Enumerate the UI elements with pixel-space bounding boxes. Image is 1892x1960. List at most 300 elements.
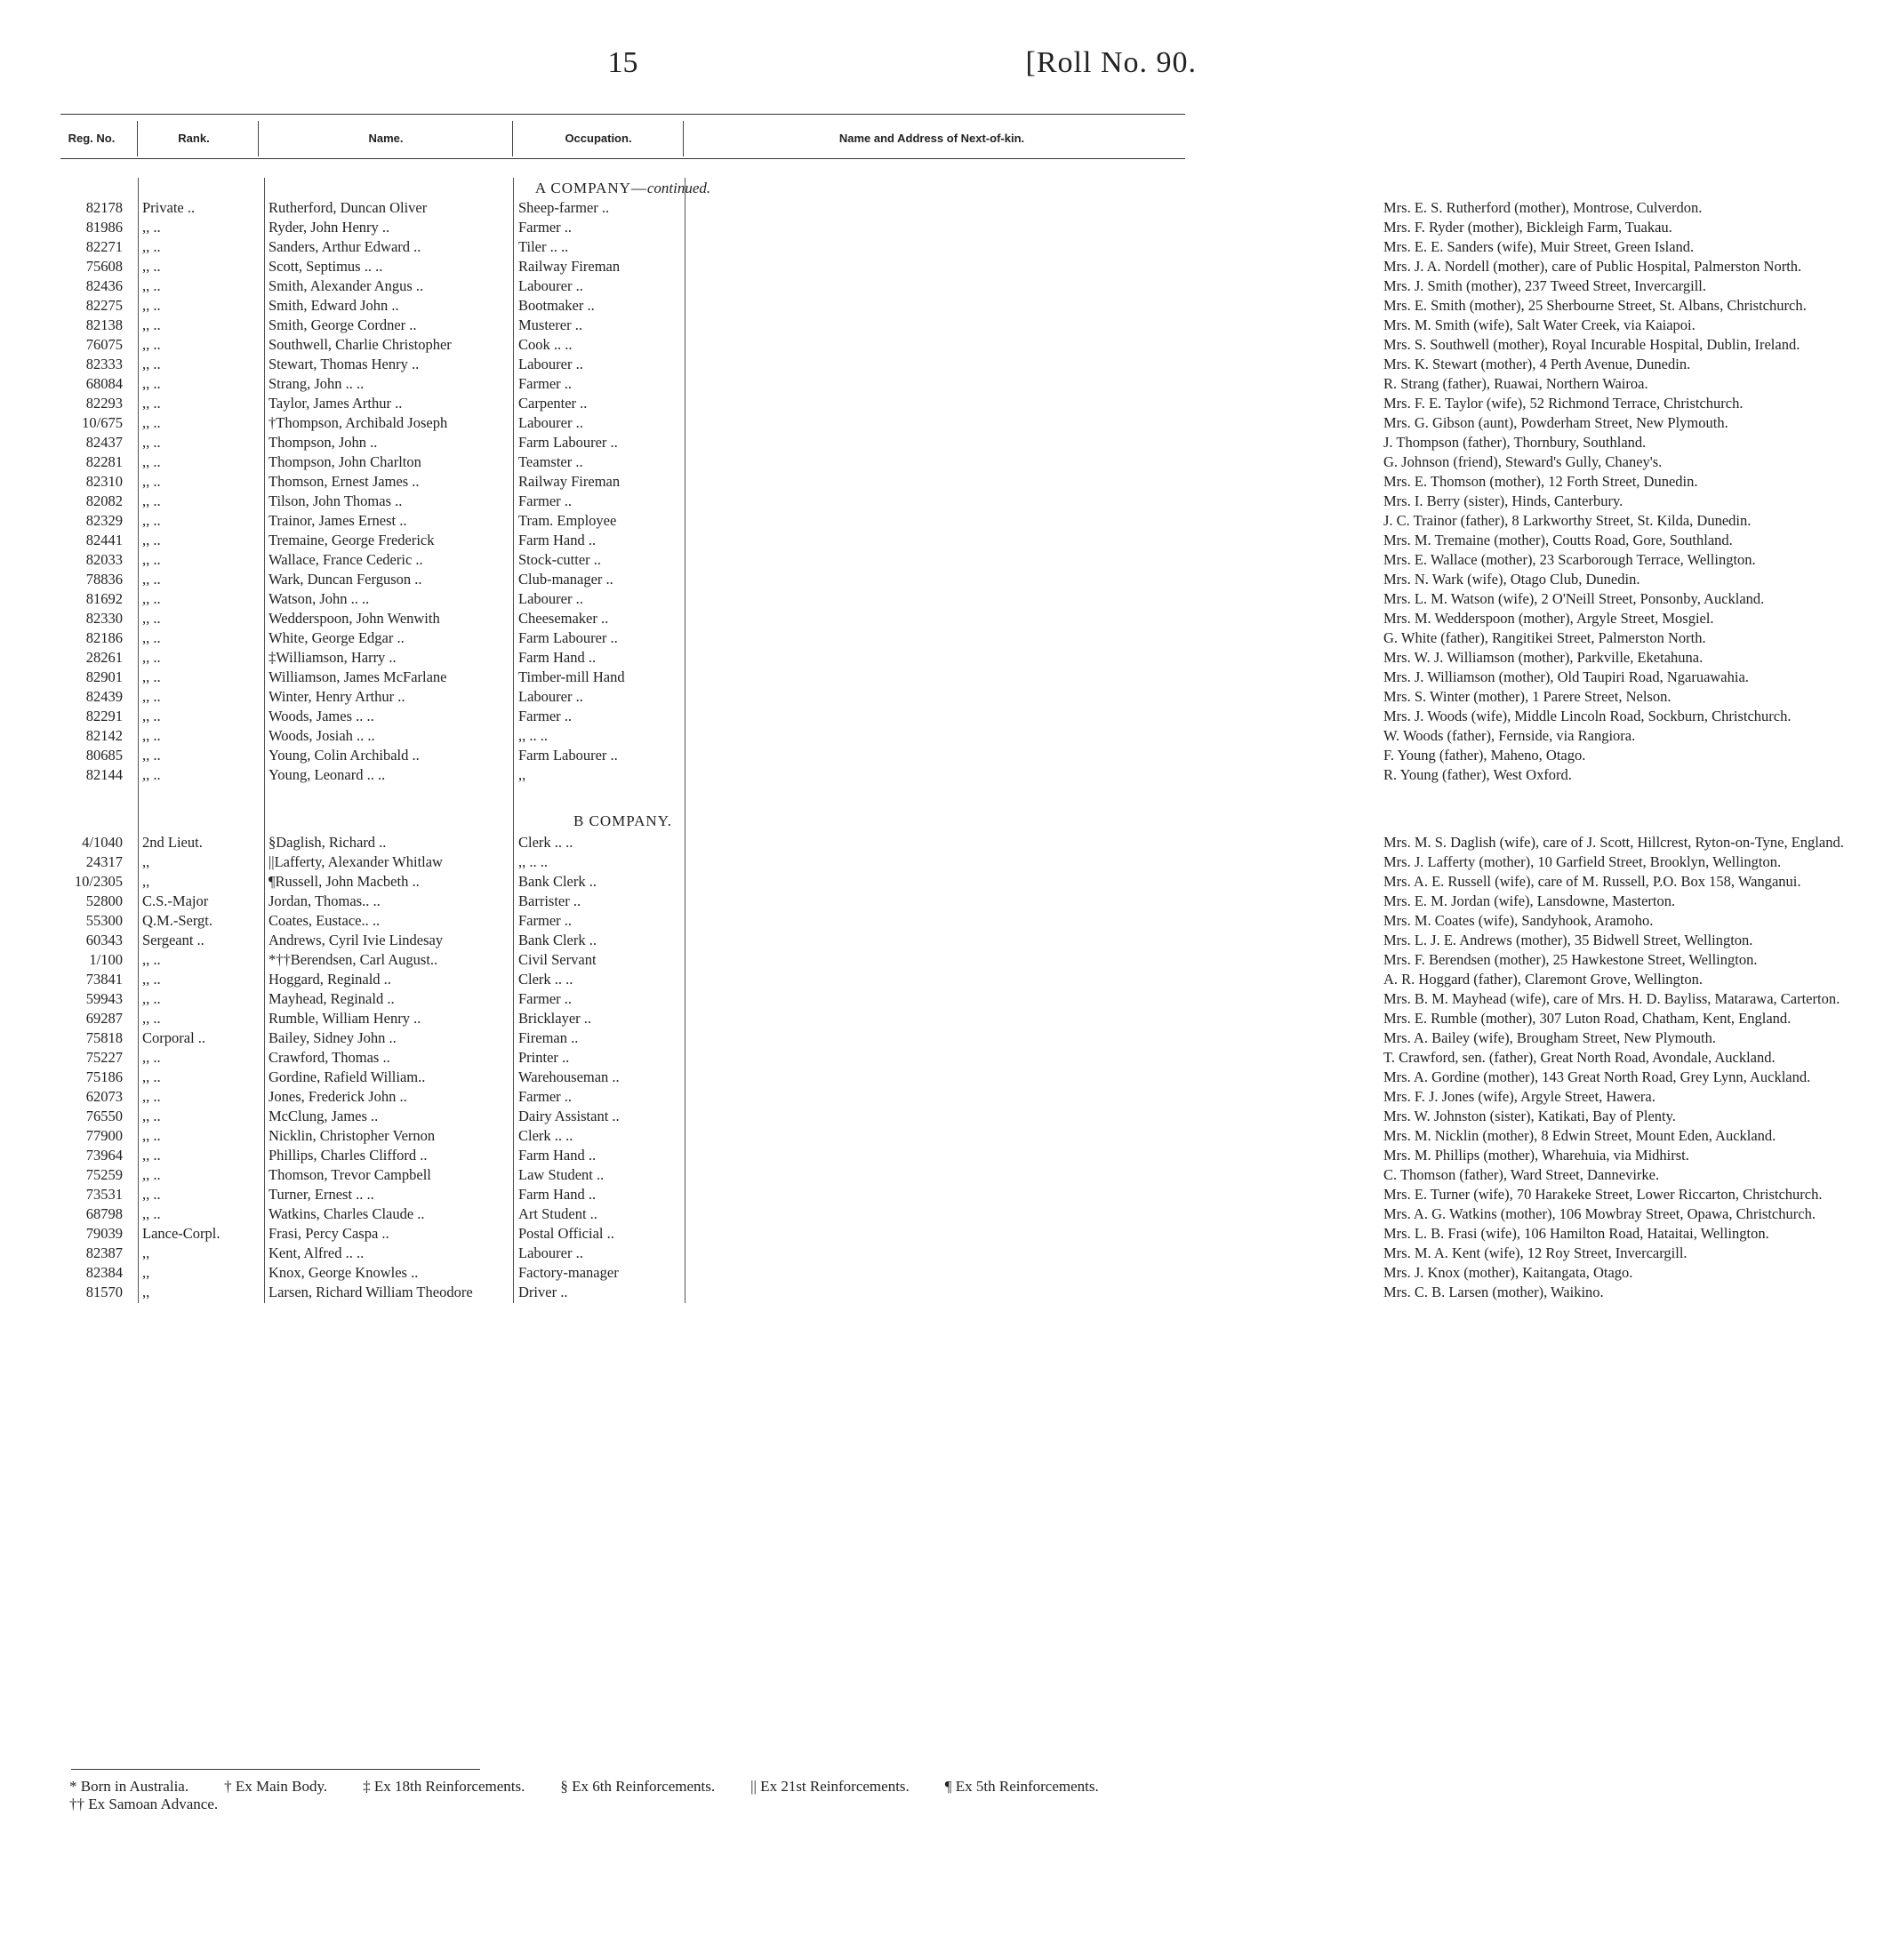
reg-no-cell: 82275 [85,297,123,314]
name-cell: Kent, Alfred .. .. [269,1244,365,1261]
kin-cell: J. C. Trainor (father), 8 Larkworthy Street, St. Kilda, Dunedin. [1383,512,1752,529]
table-row [0,1088,1656,1108]
occupation-cell: Driver .. [518,1284,568,1300]
reg-no-cell: 82329 [85,512,123,529]
rank-cell: ,, .. [142,551,161,568]
name-cell: Jordan, Thomas.. .. [269,892,381,909]
kin-cell: Mrs. J. Smith (mother), 237 Tweed Street, Invercargill. [1383,277,1706,294]
rank-cell: ,, .. [142,668,161,685]
reg-no-cell: 28261 [85,649,123,666]
reg-no-cell: 82291 [85,708,123,724]
kin-cell: A. R. Hoggard (father), Claremont Grove, Wellington. [1383,971,1703,988]
table-row [0,590,1765,610]
name-cell: Thomson, Trevor Campbell [269,1166,431,1183]
section-title-a-suffix: continued. [646,180,711,196]
kin-cell: Mrs. I. Berry (sister), Hinds, Canterbury. [1383,492,1623,509]
table-row [0,414,1728,434]
occupation-cell: Sheep-farmer .. [518,199,610,216]
table-row [0,892,1676,912]
table-row [0,1284,1604,1303]
rank-cell: Q.M.-Sergt. [142,912,212,929]
kin-cell: C. Thomson (father), Ward Street, Dannevirke. [1383,1166,1660,1183]
table-row [0,1029,1716,1049]
rank-cell: ,, .. [142,316,161,333]
table-row [0,1186,1823,1205]
section-title-b [0,812,1246,830]
occupation-cell: Farm Labourer .. [518,747,618,764]
reg-no-cell: 82293 [85,395,123,412]
rank-cell: ,, .. [142,951,161,968]
rank-cell: ,, .. [142,512,161,529]
rank-cell: ,, .. [142,395,161,412]
occupation-cell: Timber-mill Hand [518,668,625,685]
kin-cell: R. Young (father), West Oxford. [1383,766,1572,783]
table-row [0,1049,1776,1068]
occupation-cell: Labourer .. [518,277,583,294]
rank-cell: ,, .. [142,219,161,236]
occupation-cell: Stock-cutter .. [518,551,602,568]
table-row [0,610,1714,629]
footnote: ‡ Ex 18th Reinforcements. [363,1778,525,1795]
reg-no-cell: 82281 [85,453,123,470]
kin-cell: Mrs. J. Williamson (mother), Old Taupiri Road, Ngaruawahia. [1383,668,1749,685]
kin-cell: Mrs. F. Berendsen (mother), 25 Hawkestone Street, Wellington. [1383,951,1758,968]
rank-cell: C.S.-Major [142,892,209,909]
rank-cell: Private .. [142,199,196,216]
rank-cell: ,, .. [142,747,161,764]
occupation-cell: Cook .. .. [518,336,573,353]
table-row [0,473,1698,492]
rank-cell: ,, [142,1284,150,1300]
table-row [0,629,1706,649]
reg-no-cell: 60343 [85,932,123,948]
rank-cell: ,, .. [142,1147,161,1164]
reg-no-cell: 82387 [85,1244,123,1261]
reg-no-cell: 76075 [85,336,123,353]
kin-cell: Mrs. F. Ryder (mother), Bickleigh Farm, Tuakau. [1383,219,1672,236]
header-occupation: Occupation. [565,132,632,145]
reg-no-cell: 79039 [85,1225,123,1242]
rank-cell: ,, .. [142,610,161,627]
table-row [0,434,1647,453]
reg-no-cell: 55300 [85,912,123,929]
occupation-cell: Factory-manager [518,1264,619,1281]
reg-no-cell: 81570 [85,1284,123,1300]
rank-cell: Corporal .. [142,1029,206,1046]
reg-no-cell: 82330 [85,610,123,627]
reg-no-cell: 52800 [85,892,123,909]
name-cell: ||Lafferty, Alexander Whitlaw [269,853,443,870]
occupation-cell: Labourer .. [518,356,583,372]
table-row [0,747,1586,766]
occupation-cell: ,, .. .. [518,853,548,870]
kin-cell: Mrs. F. E. Taylor (wife), 52 Richmond Terrace, Christchurch. [1383,395,1744,412]
reg-no-cell: 75818 [85,1029,123,1046]
occupation-cell: Barrister .. [518,892,581,909]
occupation-cell: Farmer .. [518,375,573,392]
kin-cell: Mrs. M. S. Daglish (wife), care of J. Scott, Hillcrest, Ryton-on-Tyne, England. [1383,834,1844,851]
table-row [0,1264,1633,1284]
table-row [0,258,1802,277]
rank-cell: ,, .. [142,990,161,1007]
occupation-cell: ,, .. .. [518,727,548,744]
table-row [0,688,1672,708]
kin-cell: Mrs. M. Smith (wife), Salt Water Creek, via Kaiapoi. [1383,316,1696,333]
name-cell: Southwell, Charlie Christopher [269,336,452,353]
kin-cell: Mrs. S. Winter (mother), 1 Parere Street, Nelson. [1383,688,1672,705]
rank-cell: ,, .. [142,766,161,783]
footnote: ¶ Ex 5th Reinforcements. [944,1778,1099,1795]
occupation-cell: Farm Hand .. [518,532,597,548]
occupation-cell: Postal Official .. [518,1225,614,1242]
name-cell: Wedderspoon, John Wenwith [269,610,440,627]
kin-cell: Mrs. E. Turner (wife), 70 Harakeke Street, Lower Riccarton, Christchurch. [1383,1186,1823,1203]
table-row [0,571,1640,590]
header-divider [137,121,138,156]
occupation-cell: Tram. Employee [518,512,617,529]
reg-no-cell: 10/675 [82,414,123,431]
occupation-cell: Bricklayer .. [518,1010,592,1027]
reg-no-cell: 82439 [85,688,123,705]
occupation-cell: Warehouseman .. [518,1068,620,1085]
kin-cell: Mrs. E. Smith (mother), 25 Sherbourne Street, St. Albans, Christchurch. [1383,297,1807,314]
occupation-cell: Civil Servant [518,951,597,968]
rank-cell: ,, .. [142,590,161,607]
occupation-cell: Cheesemaker .. [518,610,609,627]
occupation-cell: Clerk .. .. [518,834,573,851]
header-divider [258,121,259,156]
table-row [0,395,1744,414]
table-row [0,1244,1688,1264]
occupation-cell: Farmer .. [518,990,573,1007]
name-cell: Turner, Ernest .. .. [269,1186,374,1203]
table-row [0,219,1672,238]
name-cell: Wallace, France Cederic .. [269,551,423,568]
kin-cell: Mrs. J. A. Nordell (mother), care of Public Hospital, Palmerston North. [1383,258,1802,275]
header-name: Name. [368,132,404,145]
kin-cell: Mrs. E. Thomson (mother), 12 Forth Street, Dunedin. [1383,473,1698,490]
table-row [0,873,1801,892]
reg-no-cell: 81692 [85,590,123,607]
reg-no-cell: 82144 [85,766,123,783]
occupation-cell: Law Student .. [518,1166,605,1183]
table-row [0,1225,1769,1244]
kin-cell: Mrs. A. E. Russell (wife), care of M. Russell, P.O. Box 158, Wanganui. [1383,873,1801,890]
table-row [0,1010,1792,1029]
name-cell: Andrews, Cyril Ivie Lindesay [269,932,444,948]
name-cell: Crawford, Thomas .. [269,1049,390,1066]
kin-cell: R. Strang (father), Ruawai, Northern Wairoa. [1383,375,1648,392]
name-cell: Gordine, Rafield William.. [269,1068,426,1085]
reg-no-cell: 73964 [85,1147,123,1164]
kin-cell: Mrs. E. E. Sanders (wife), Muir Street, Green Island. [1383,238,1695,255]
table-row [0,951,1758,971]
reg-no-cell: 82186 [85,629,123,646]
occupation-cell: Club-manager .. [518,571,613,588]
reg-no-cell: 75186 [85,1068,123,1085]
kin-cell: Mrs. G. Gibson (aunt), Powderham Street, New Plymouth. [1383,414,1728,431]
kin-cell: Mrs. J. Lafferty (mother), 10 Garfield Street, Brooklyn, Wellington. [1383,853,1782,870]
rank-cell: ,, .. [142,708,161,724]
rank-cell: ,, .. [142,297,161,314]
kin-cell: Mrs. M. Tremaine (mother), Coutts Road, Gore, Southland. [1383,532,1733,548]
occupation-cell: Clerk .. .. [518,971,573,988]
kin-cell: G. Johnson (friend), Steward's Gully, Chaney's. [1383,453,1663,470]
name-cell: Smith, George Cordner .. [269,316,417,333]
kin-cell: Mrs. W. Johnston (sister), Katikati, Bay of Plenty. [1383,1108,1676,1124]
header-rule-top [60,114,1185,115]
reg-no-cell: 82333 [85,356,123,372]
kin-cell: Mrs. M. Coates (wife), Sandyhook, Aramoho. [1383,912,1654,929]
kin-cell: Mrs. E. Rumble (mother), 307 Luton Road, Chatham, Kent, England. [1383,1010,1792,1027]
rank-cell: ,, .. [142,473,161,490]
reg-no-cell: 80685 [85,747,123,764]
kin-cell: Mrs. J. Knox (mother), Kaitangata, Otago. [1383,1264,1633,1281]
reg-no-cell: 75608 [85,258,123,275]
reg-no-cell: 82384 [85,1264,123,1281]
kin-cell: Mrs. M. Phillips (mother), Wharehuia, via Midhirst. [1383,1147,1689,1164]
name-cell: Tremaine, George Frederick [269,532,435,548]
name-cell: §Daglish, Richard .. [269,834,387,851]
table-row [0,932,1753,951]
kin-cell: Mrs. A. Gordine (mother), 143 Great North Road, Grey Lynn, Auckland. [1383,1068,1811,1085]
kin-cell: Mrs. K. Stewart (mother), 4 Perth Avenue, Dunedin. [1383,356,1691,372]
rank-cell: ,, .. [142,1108,161,1124]
name-cell: Nicklin, Christopher Vernon [269,1127,436,1144]
name-cell: Young, Leonard .. .. [269,766,386,783]
kin-cell: Mrs. J. Woods (wife), Middle Lincoln Road, Sockburn, Christchurch. [1383,708,1792,724]
name-cell: Strang, John .. .. [269,375,365,392]
table-row [0,990,1840,1010]
rank-cell: ,, .. [142,1068,161,1085]
occupation-column-rule [513,178,514,1303]
reg-no-cell: 82310 [85,473,123,490]
rank-cell: ,, .. [142,1127,161,1144]
name-cell: Thomson, Ernest James .. [269,473,420,490]
rank-cell: ,, .. [142,277,161,294]
table-row [0,316,1696,336]
rank-cell: ,, .. [142,649,161,666]
reg-no-cell: 82436 [85,277,123,294]
reg-no-cell: 10/2305 [74,873,123,890]
kin-cell: Mrs. M. Wedderspoon (mother), Argyle Street, Mosgiel. [1383,610,1714,627]
column-header-row [60,121,1185,156]
table-row [0,649,1704,668]
table-row [0,1147,1689,1166]
table-row [0,1108,1676,1127]
reg-no-cell: 68798 [85,1205,123,1222]
table-row [0,912,1654,932]
rank-cell: ,, .. [142,727,161,744]
occupation-cell: Tiler .. .. [518,238,569,255]
kin-cell: Mrs. E. M. Jordan (wife), Lansdowne, Masterton. [1383,892,1676,909]
occupation-cell: Musterer .. [518,316,582,333]
table-row [0,834,1844,853]
table-row [0,1205,1816,1225]
name-cell: Stewart, Thomas Henry .. [269,356,420,372]
rank-cell: ,, [142,1244,150,1261]
footnote: † Ex Main Body. [224,1778,328,1795]
rank-cell: ,, .. [142,1166,161,1183]
rank-cell: ,, .. [142,492,161,509]
kin-cell: Mrs. E. Wallace (mother), 23 Scarborough Terrace, Wellington. [1383,551,1756,568]
kin-cell: Mrs. N. Wark (wife), Otago Club, Dunedin. [1383,571,1640,588]
header-rank: Rank. [178,132,210,145]
section-title-a-main: A COMPANY— [534,180,647,196]
rank-cell: ,, .. [142,571,161,588]
reg-no-cell: 77900 [85,1127,123,1144]
table-row [0,853,1782,873]
table-row [0,727,1636,747]
footnote: § Ex 6th Reinforcements. [560,1778,716,1795]
rank-cell: ,, .. [142,971,161,988]
reg-no-cell: 81986 [85,219,123,236]
kin-cell: Mrs. A. G. Watkins (mother), 106 Mowbray Street, Opawa, Christchurch. [1383,1205,1816,1222]
header-divider [683,121,684,156]
name-cell: Hoggard, Reginald .. [269,971,391,988]
reg-no-cell: 82138 [85,316,123,333]
reg-no-cell: 82271 [85,238,123,255]
name-cell: Bailey, Sidney John .. [269,1029,397,1046]
kin-cell: W. Woods (father), Fernside, via Rangiora. [1383,727,1636,744]
occupation-cell: Farmer .. [518,912,573,929]
name-cell: McClung, James .. [269,1108,379,1124]
table-row [0,356,1691,375]
reg-no-cell: 82178 [85,199,123,216]
kin-cell: Mrs. L. M. Watson (wife), 2 O'Neill Street, Ponsonby, Auckland. [1383,590,1765,607]
occupation-cell: Printer .. [518,1049,570,1066]
occupation-cell: Farm Labourer .. [518,434,618,451]
section-title-a [0,180,1246,197]
table-row [0,512,1752,532]
rank-cell: ,, .. [142,1088,161,1105]
occupation-cell: Bank Clerk .. [518,873,597,890]
rank-cell: Sergeant .. [142,932,204,948]
name-cell: Woods, Josiah .. .. [269,727,375,744]
occupation-cell: Dairy Assistant .. [518,1108,620,1124]
header-divider [512,121,513,156]
occupation-cell: Farm Hand .. [518,1186,597,1203]
reg-no-cell: 73531 [85,1186,123,1203]
footnote-rule [71,1769,480,1770]
kin-cell: Mrs. L. J. E. Andrews (mother), 35 Bidwell Street, Wellington. [1383,932,1753,948]
kin-cell: Mrs. M. Nicklin (mother), 8 Edwin Street, Mount Eden, Auckland. [1383,1127,1776,1144]
reg-no-cell: 75227 [85,1049,123,1066]
name-cell: †Thompson, Archibald Joseph [269,414,448,431]
reg-no-cell: 69287 [85,1010,123,1027]
reg-no-cell: 82142 [85,727,123,744]
reg-no-cell: 82033 [85,551,123,568]
occupation-cell: Railway Fireman [518,473,621,490]
reg-no-cell: 82437 [85,434,123,451]
occupation-cell: Farmer .. [518,219,573,236]
name-cell: Young, Colin Archibald .. [269,747,420,764]
name-cell: Wark, Duncan Ferguson .. [269,571,422,588]
occupation-cell: Art Student .. [518,1205,597,1222]
occupation-cell: Railway Fireman [518,258,621,275]
table-row [0,277,1706,297]
table-row [0,708,1792,727]
page-number: 15 [607,46,638,79]
name-cell: ¶Russell, John Macbeth .. [269,873,420,890]
name-cell: ‡Williamson, Harry .. [269,649,397,666]
footnote: || Ex 21st Reinforcements. [750,1778,910,1795]
roll-label: [Roll No. 90. [1025,46,1197,79]
footnotes [69,1778,1199,1813]
rank-cell: ,, .. [142,258,161,275]
rank-cell: ,, .. [142,1186,161,1203]
occupation-cell: Farmer .. [518,1088,573,1105]
rank-column-rule [138,178,139,1303]
kin-cell: Mrs. C. B. Larsen (mother), Waikino. [1383,1284,1604,1300]
name-cell: Smith, Alexander Angus .. [269,277,424,294]
table-row [0,453,1663,473]
rank-cell: ,, [142,853,150,870]
kin-cell: Mrs. E. S. Rutherford (mother), Montrose, Culverdon. [1383,199,1703,216]
name-cell: Sanders, Arthur Edward .. [269,238,421,255]
table-row [0,199,1703,219]
name-cell: *††Berendsen, Carl August.. [269,951,438,968]
table-row [0,766,1572,786]
occupation-cell: ,, [518,766,526,783]
occupation-cell: Farm Labourer .. [518,629,618,646]
name-cell: Watkins, Charles Claude .. [269,1205,425,1222]
table-row [0,336,1800,356]
kin-cell: G. White (father), Rangitikei Street, Palmerston North. [1383,629,1706,646]
occupation-cell: Farm Hand .. [518,649,597,666]
footnote: †† Ex Samoan Advance. [69,1796,219,1812]
name-cell: Trainor, James Ernest .. [269,512,407,529]
header-kin: Name and Address of Next-of-kin. [838,132,1025,145]
occupation-cell: Labourer .. [518,590,583,607]
company-a-rows [0,199,1807,786]
kin-cell: Mrs. S. Southwell (mother), Royal Incurable Hospital, Dublin, Ireland. [1383,336,1800,353]
occupation-cell: Labourer .. [518,1244,583,1261]
table-row [0,1127,1776,1147]
table-row [0,492,1623,512]
kin-cell: Mrs. W. J. Williamson (mother), Parkville, Eketahuna. [1383,649,1704,666]
name-cell: Winter, Henry Arthur .. [269,688,405,705]
reg-no-cell: 78836 [85,571,123,588]
occupation-cell: Farmer .. [518,492,573,509]
name-cell: Frasi, Percy Caspa .. [269,1225,389,1242]
table-row [0,238,1695,258]
reg-no-cell: 62073 [85,1088,123,1105]
rank-cell: ,, .. [142,629,161,646]
occupation-cell: Clerk .. .. [518,1127,573,1144]
reg-no-cell: 24317 [85,853,123,870]
rank-cell: ,, .. [142,1049,161,1066]
kin-cell: Mrs. B. M. Mayhead (wife), care of Mrs. H. D. Bayliss, Matarawa, Carterton. [1383,990,1840,1007]
rank-cell: ,, [142,873,150,890]
name-cell: White, George Edgar .. [269,629,405,646]
header-reg-no: Reg. No. [68,132,116,145]
table-row [0,1068,1811,1088]
name-cell: Scott, Septimus .. .. [269,258,383,275]
table-row [0,375,1648,395]
name-cell: Larsen, Richard William Theodore [269,1284,473,1300]
table-row [0,297,1807,316]
name-cell: Williamson, James McFarlane [269,668,447,685]
reg-no-cell: 82901 [85,668,123,685]
kin-cell: F. Young (father), Maheno, Otago. [1383,747,1586,764]
rank-cell: ,, .. [142,453,161,470]
rank-cell: 2nd Lieut. [142,834,203,851]
rank-cell: ,, .. [142,532,161,548]
name-cell: Watson, John .. .. [269,590,370,607]
reg-no-cell: 59943 [85,990,123,1007]
table-row [0,532,1733,551]
